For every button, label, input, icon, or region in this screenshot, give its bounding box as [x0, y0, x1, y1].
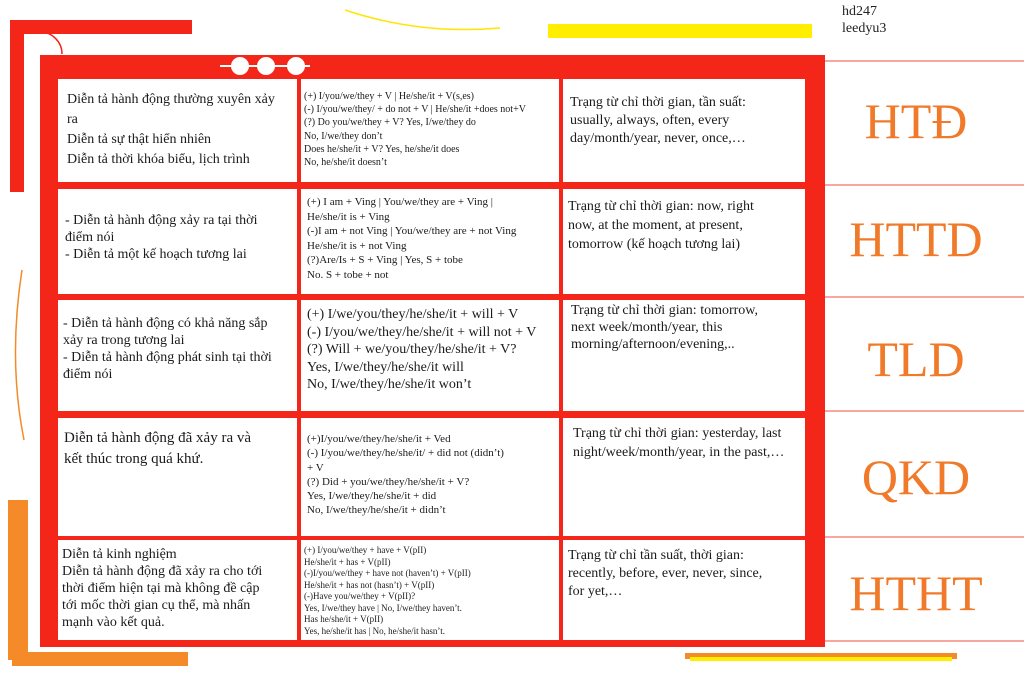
structure-line: (?) Did + you/we/they/he/she/it + V? [307, 475, 470, 488]
usage-line: tới mốc thời gian cụ thể, mà nhấn [62, 598, 251, 613]
usage-line: kết thúc trong quá khứ. [64, 451, 204, 467]
structure-line: (?) Do you/we/they + V? Yes, I/we/they do [304, 117, 476, 129]
row-3-abbr: TLD [867, 331, 965, 387]
structure-line: (?) Will + we/you/they/he/she/it + V? [307, 342, 517, 357]
separator-line [825, 536, 1024, 538]
structure-line: + V [307, 461, 324, 474]
separator-line [825, 410, 1024, 412]
row-1-usage-cell [58, 79, 297, 182]
signals-line: night/week/month/year, in the past,… [573, 445, 785, 460]
usage-line: Diễn tả kinh nghiệm [62, 547, 177, 562]
corner-label-line2: leedyu3 [842, 21, 887, 36]
structure-line: (-)Have you/we/they + V(pII)? [304, 591, 416, 601]
structure-line: Yes, he/she/it has | No, he/she/it hasn’t. [304, 625, 445, 636]
row-2-usage-cell [58, 189, 297, 294]
row-3-signals-cell [563, 300, 805, 411]
separator-line [825, 296, 1024, 298]
row-4-signals-cell [563, 418, 805, 536]
structure-line: No, I/we/they don’t [304, 130, 383, 142]
usage-line: Diễn tả hành động đã xảy ra cho tới [62, 564, 263, 579]
row-4-usage-cell [58, 418, 297, 536]
signals-line: usually, always, often, every [570, 113, 730, 128]
structure-line: He/she/it + has + V(pII) [304, 556, 391, 567]
usage-line: - Diễn tả hành động có khả năng sắp [63, 316, 268, 331]
structure-line: (-) I/you/we/they/ + do not + V | He/she/it +does not+V [304, 104, 526, 116]
separator-line [825, 640, 1024, 642]
row-1-structure-cell [301, 79, 559, 182]
row-4-structure-cell [301, 418, 559, 536]
structure-line: (-)I am + not Ving | You/we/they are + not Ving [307, 225, 517, 237]
signals-line: day/month/year, never, once,… [570, 131, 746, 146]
usage-line: thời điểm hiện tại mà không đề cập [62, 581, 260, 596]
structure-line: (-) I/you/we/they/he/she/it + will not + V [307, 324, 537, 340]
usage-line: điểm nói [65, 230, 115, 245]
usage-line: - Diễn tả hành động phát sinh tại thời [63, 350, 272, 365]
row-3-structure-cell [301, 300, 559, 411]
row-2-structure-cell [301, 189, 559, 294]
structure-line: No, I/we/they/he/she/it + didn’t [307, 504, 446, 517]
signals-line: recently, before, ever, never, since, [568, 566, 763, 581]
row-5-signals-cell [563, 540, 805, 640]
row-5-structure-cell [301, 540, 559, 640]
usage-line: Diễn tả thời khóa biểu, lịch trình [67, 152, 250, 167]
signals-line: Trạng từ chỉ thời gian: yesterday, last [573, 426, 782, 441]
signals-line: next week/month/year, this [571, 320, 723, 335]
structure-line: No, he/she/it doesn’t [304, 157, 387, 169]
structure-line: No, I/we/they/he/she/it won’t [307, 377, 472, 392]
signals-line: for yet,… [568, 584, 623, 599]
row-1-abbr: HTĐ [864, 93, 968, 149]
structure-line: He/she/it is + Ving [307, 210, 390, 223]
signals-line: Trạng từ chỉ tần suất, thời gian: [568, 548, 744, 563]
usage-line: - Diễn tả một kế hoạch tương lai [65, 247, 247, 262]
separator-line [825, 184, 1024, 186]
structure-line: (+) I/you/we/they + have + V(pII) [304, 545, 427, 555]
structure-line: Yes, I/we/they/he/she/it will [307, 359, 464, 375]
structure-line: Yes, I/we/they have | No, I/we/they haven’t. [304, 602, 462, 613]
row-1-signals-cell [563, 79, 805, 182]
structure-line: (?)Are/Is + S + Ving | Yes, S + tobe [307, 254, 463, 266]
corner-label-line1: hd247 [842, 4, 877, 19]
structure-line: (+) I/you/we/they + V | He/she/it + V(s,es) [304, 91, 475, 102]
usage-line: Diễn tả hành động đã xảy ra và [64, 430, 252, 446]
signals-line: morning/afternoon/evening,.. [571, 337, 735, 352]
separator-line [825, 60, 1024, 62]
signals-line: Trạng từ chỉ thời gian: now, right [568, 199, 754, 214]
usage-line: Diễn tả hành động thường xuyên xảy [67, 92, 275, 107]
structure-line: Does he/she/it + V? Yes, he/she/it does [304, 143, 460, 155]
usage-line: Diễn tả sự thật hiển nhiên [67, 132, 212, 147]
row-5-abbr: HTHT [849, 565, 983, 621]
corner-label [842, 3, 886, 37]
structure-line: Yes, I/we/they/he/she/it + did [307, 490, 437, 503]
structure-line: Has he/she/it + V(pII) [304, 614, 384, 624]
signals-line: now, at the moment, at present, [568, 218, 743, 233]
structure-line: He/she/it is + not Ving [307, 239, 407, 252]
usage-line: - Diễn tả hành động xảy ra tại thời [65, 213, 258, 228]
row-2-signals-cell [563, 189, 805, 294]
signals-line: Trạng từ chỉ thời gian: tomorrow, [571, 303, 758, 318]
structure-line: (-) I/you/we/they/he/she/it/ + did not (didn’t) [307, 447, 504, 460]
usage-line: mạnh vào kết quả. [62, 615, 165, 630]
structure-line: (+)I/you/we/they/he/she/it + Ved [307, 433, 451, 445]
signals-line: tomorrow (kế hoạch tương lai) [568, 237, 741, 252]
row-4-abbr: QKD [861, 449, 971, 505]
signals-line: Trạng từ chỉ thời gian, tần suất: [570, 95, 746, 110]
frame-dots-icon [210, 54, 330, 78]
structure-line: (+) I/we/you/they/he/she/it + will + V [307, 307, 519, 322]
structure-line: No. S + tobe + not [307, 268, 389, 281]
row-5-usage-cell [58, 540, 297, 640]
usage-line: xảy ra trong tương lai [63, 333, 185, 348]
row-2-abbr: HTTD [849, 211, 983, 267]
structure-line: (-)I/you/we/they + have not (haven’t) + V(pII) [304, 568, 471, 578]
usage-line: ra [67, 112, 78, 127]
usage-line: điểm nói [63, 367, 113, 382]
row-3-usage-cell [58, 300, 297, 411]
structure-line: He/she/it + has not (hasn’t) + V(pII) [304, 579, 435, 590]
structure-line: (+) I am + Ving | You/we/they are + Ving | [307, 196, 493, 208]
